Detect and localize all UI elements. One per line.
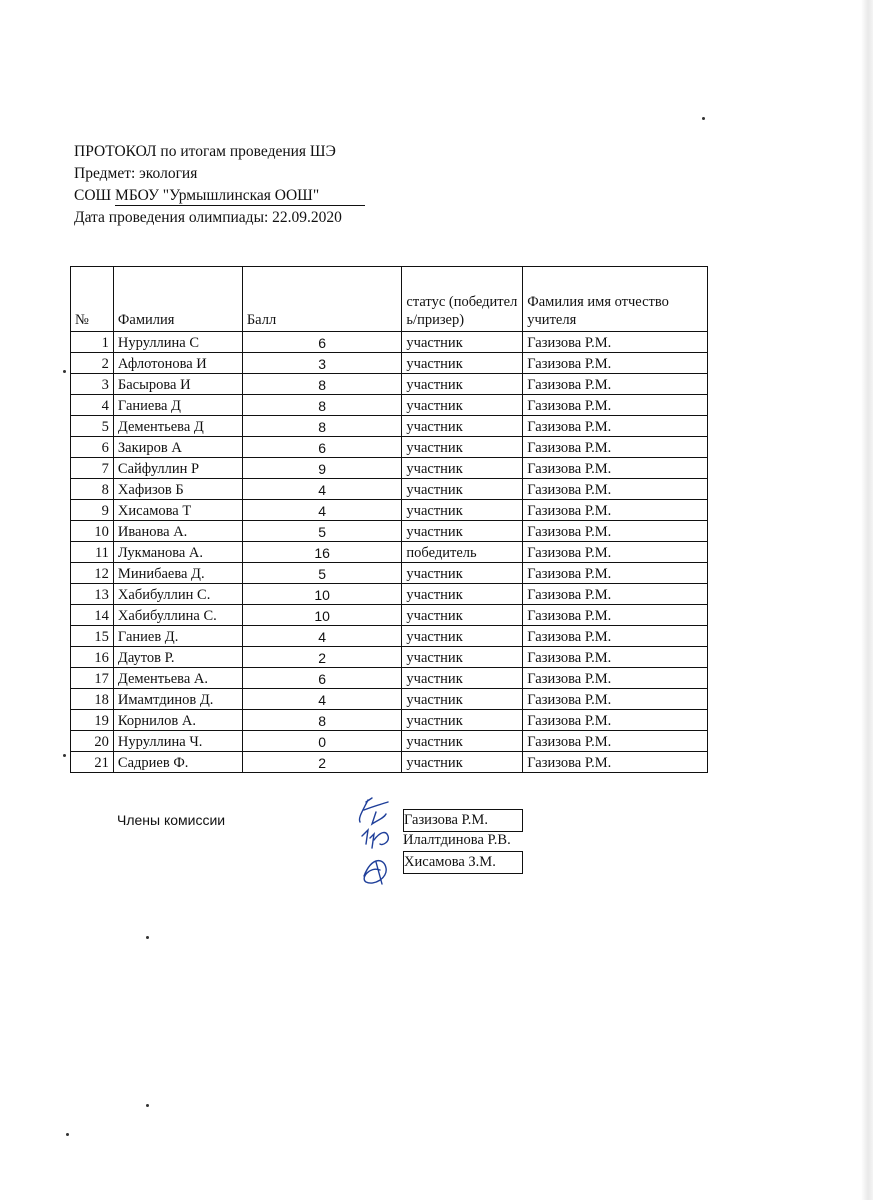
score-cell: 4	[242, 500, 402, 521]
student-name-cell: Дементьева А.	[113, 668, 242, 689]
status-cell: участник	[402, 647, 523, 668]
teacher-name-cell: Газизова Р.М.	[523, 416, 708, 437]
row-number-cell: 7	[71, 458, 114, 479]
status-cell: участник	[402, 437, 523, 458]
student-name-cell: Корнилов А.	[113, 710, 242, 731]
table-row	[71, 584, 708, 605]
results-table	[70, 266, 708, 773]
teacher-name-cell: Газизова Р.М.	[523, 647, 708, 668]
status-cell: участник	[402, 584, 523, 605]
score-cell: 10	[242, 584, 402, 605]
student-name-cell: Нуруллина С	[113, 332, 242, 353]
score-cell: 0	[242, 731, 402, 752]
student-name-cell: Ганиев Д.	[113, 626, 242, 647]
teacher-name-cell: Газизова Р.М.	[523, 437, 708, 458]
status-cell: участник	[402, 752, 523, 773]
table-row	[71, 521, 708, 542]
status-cell: участник	[402, 668, 523, 689]
row-number-cell: 10	[71, 521, 114, 542]
status-cell: участник	[402, 374, 523, 395]
score-cell: 6	[242, 668, 402, 689]
student-name-cell: Хисамова Т	[113, 500, 242, 521]
score-cell: 6	[242, 332, 402, 353]
teacher-name-cell: Газизова Р.М.	[523, 479, 708, 500]
teacher-name-cell: Газизова Р.М.	[523, 374, 708, 395]
status-cell: участник	[402, 458, 523, 479]
col-header-score: Балл	[242, 267, 402, 332]
status-cell: участник	[402, 353, 523, 374]
student-name-cell: Иванова А.	[113, 521, 242, 542]
table-header-row	[71, 267, 708, 332]
subject-line: Предмет: экология	[74, 165, 198, 182]
student-name-cell: Афлотонова И	[113, 353, 242, 374]
handwritten-signatures-icon	[352, 796, 400, 892]
table-body	[71, 332, 708, 773]
protocol-header	[74, 141, 365, 229]
status-cell: участник	[402, 710, 523, 731]
school-prefix: СОШ	[74, 187, 116, 204]
student-name-cell: Хафизов Б	[113, 479, 242, 500]
row-number-cell: 16	[71, 647, 114, 668]
teacher-name-cell: Газизова Р.М.	[523, 752, 708, 773]
teacher-name-cell: Газизова Р.М.	[523, 668, 708, 689]
row-number-cell: 15	[71, 626, 114, 647]
signatures	[352, 796, 400, 897]
score-cell: 8	[242, 710, 402, 731]
score-cell: 8	[242, 374, 402, 395]
table-row	[71, 731, 708, 752]
row-number-cell: 5	[71, 416, 114, 437]
status-cell: участник	[402, 395, 523, 416]
student-name-cell: Дементьева Д	[113, 416, 242, 437]
status-cell: участник	[402, 731, 523, 752]
table-row	[71, 416, 708, 437]
teacher-name-cell: Газизова Р.М.	[523, 500, 708, 521]
score-cell: 2	[242, 647, 402, 668]
col-header-surname: Фамилия	[113, 267, 242, 332]
teacher-name-cell: Газизова Р.М.	[523, 353, 708, 374]
row-number-cell: 14	[71, 605, 114, 626]
table-row	[71, 605, 708, 626]
score-cell: 4	[242, 689, 402, 710]
teacher-name-cell: Газизова Р.М.	[523, 731, 708, 752]
row-number-cell: 20	[71, 731, 114, 752]
scan-edge	[861, 0, 873, 1200]
table-row	[71, 542, 708, 563]
table-row	[71, 353, 708, 374]
table-row	[71, 563, 708, 584]
row-number-cell: 17	[71, 668, 114, 689]
score-cell: 8	[242, 395, 402, 416]
status-cell: участник	[402, 605, 523, 626]
status-cell: участник	[402, 479, 523, 500]
score-cell: 9	[242, 458, 402, 479]
scan-speck	[146, 1104, 149, 1107]
scan-speck	[63, 370, 66, 373]
row-number-cell: 4	[71, 395, 114, 416]
olympiad-date-line: Дата проведения олимпиады: 22.09.2020	[74, 209, 342, 226]
status-cell: участник	[402, 689, 523, 710]
scan-speck	[63, 754, 66, 757]
commission-members	[399, 809, 527, 872]
table-row	[71, 689, 708, 710]
commission-member: Хисамова З.М.	[403, 851, 523, 874]
teacher-name-cell: Газизова Р.М.	[523, 521, 708, 542]
row-number-cell: 2	[71, 353, 114, 374]
student-name-cell: Хабибуллин С.	[113, 584, 242, 605]
status-cell: участник	[402, 500, 523, 521]
score-cell: 5	[242, 563, 402, 584]
table-row	[71, 395, 708, 416]
protocol-title: ПРОТОКОЛ по итогам проведения ШЭ	[74, 143, 336, 160]
status-cell: участник	[402, 332, 523, 353]
teacher-name-cell: Газизова Р.М.	[523, 332, 708, 353]
table-row	[71, 374, 708, 395]
score-cell: 10	[242, 605, 402, 626]
table-row	[71, 458, 708, 479]
teacher-name-cell: Газизова Р.М.	[523, 626, 708, 647]
scan-speck	[66, 1133, 69, 1136]
school-line	[74, 185, 365, 207]
status-cell: участник	[402, 416, 523, 437]
table-row	[71, 437, 708, 458]
student-name-cell: Садриев Ф.	[113, 752, 242, 773]
table-row	[71, 668, 708, 689]
student-name-cell: Имамтдинов Д.	[113, 689, 242, 710]
row-number-cell: 19	[71, 710, 114, 731]
status-cell: участник	[402, 563, 523, 584]
col-header-teacher: Фамилия имя отчество учителя	[523, 267, 708, 332]
student-name-cell: Сайфуллин Р	[113, 458, 242, 479]
student-name-cell: Нуруллина Ч.	[113, 731, 242, 752]
student-name-cell: Басырова И	[113, 374, 242, 395]
row-number-cell: 6	[71, 437, 114, 458]
teacher-name-cell: Газизова Р.М.	[523, 710, 708, 731]
student-name-cell: Минибаева Д.	[113, 563, 242, 584]
student-name-cell: Даутов Р.	[113, 647, 242, 668]
teacher-name-cell: Газизова Р.М.	[523, 542, 708, 563]
row-number-cell: 8	[71, 479, 114, 500]
teacher-name-cell: Газизова Р.М.	[523, 563, 708, 584]
row-number-cell: 3	[71, 374, 114, 395]
row-number-cell: 1	[71, 332, 114, 353]
commission-label: Члены комиссии	[117, 812, 226, 828]
row-number-cell: 11	[71, 542, 114, 563]
score-cell: 4	[242, 479, 402, 500]
teacher-name-cell: Газизова Р.М.	[523, 458, 708, 479]
status-cell: участник	[402, 626, 523, 647]
commission-member: Илалтдинова Р.В.	[403, 832, 511, 848]
col-header-status: статус (победитель/призер)	[402, 267, 523, 332]
scan-speck	[146, 936, 149, 939]
row-number-cell: 9	[71, 500, 114, 521]
student-name-cell: Хабибуллина С.	[113, 605, 242, 626]
score-cell: 4	[242, 626, 402, 647]
school-name: МБОУ "Урмышлинская ООШ"	[115, 187, 365, 206]
status-cell: победитель	[402, 542, 523, 563]
teacher-name-cell: Газизова Р.М.	[523, 689, 708, 710]
table-row	[71, 647, 708, 668]
teacher-name-cell: Газизова Р.М.	[523, 584, 708, 605]
col-header-number: №	[71, 267, 114, 332]
table-row	[71, 479, 708, 500]
status-cell: участник	[402, 521, 523, 542]
row-number-cell: 12	[71, 563, 114, 584]
table-row	[71, 710, 708, 731]
table-row	[71, 752, 708, 773]
commission-member: Газизова Р.М.	[403, 809, 523, 832]
score-cell: 5	[242, 521, 402, 542]
score-cell: 2	[242, 752, 402, 773]
student-name-cell: Ганиева Д	[113, 395, 242, 416]
table-row	[71, 500, 708, 521]
score-cell: 8	[242, 416, 402, 437]
table-row	[71, 626, 708, 647]
score-cell: 3	[242, 353, 402, 374]
student-name-cell: Закиров А	[113, 437, 242, 458]
score-cell: 6	[242, 437, 402, 458]
teacher-name-cell: Газизова Р.М.	[523, 395, 708, 416]
scan-speck	[702, 117, 705, 120]
row-number-cell: 13	[71, 584, 114, 605]
row-number-cell: 18	[71, 689, 114, 710]
student-name-cell: Лукманова А.	[113, 542, 242, 563]
teacher-name-cell: Газизова Р.М.	[523, 605, 708, 626]
table-row	[71, 332, 708, 353]
row-number-cell: 21	[71, 752, 114, 773]
score-cell: 16	[242, 542, 402, 563]
